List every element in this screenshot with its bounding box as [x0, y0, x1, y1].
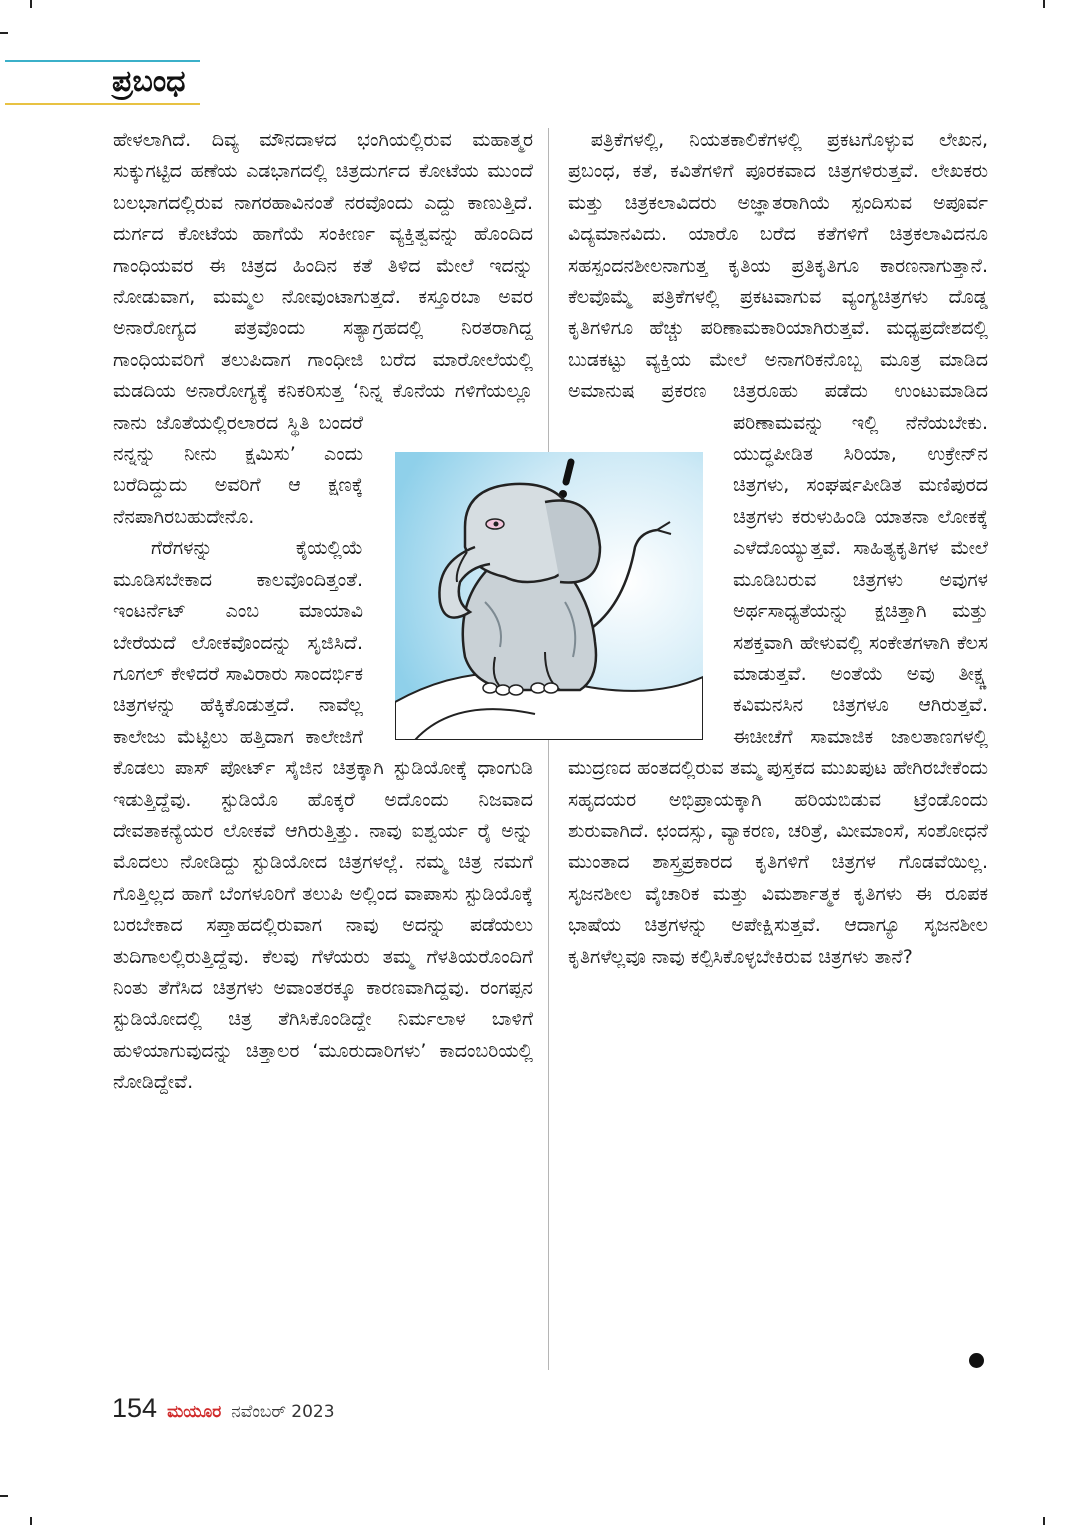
crop-mark-left-top: [0, 32, 8, 34]
left-paragraph-1: ಹೇಳಲಾಗಿದೆ. ದಿವ್ಯ ಮೌನದಾಳದ ಭಂಗಿಯಲ್ಲಿರುವ ಮಹಾತ್ಮರ ಸುಕ್ಕುಗಟ್ಟಿದ ಹಣೆಯ ಎಡಭಾಗದಲ್ಲಿ ಚಿತ್ರದುರ್ಗದ ಕೋಟೆಯ ಮುಂದೆ ಬಲಭಾಗದಲ್ಲಿರುವ ನಾಗರಹಾವಿನಂತೆ ನರವೊಂದು ಎದ್ದು ಕಾಣುತ್ತಿದೆ. ದುರ್ಗದ ಕೋಟೆಯ ಹಾಗೆಯೆ ಸಂಕೀರ್ಣ ವ್ಯಕ್ತಿತ್ವವನ್ನು ಹೊಂದಿದ ಗಾಂಧಿಯವರ ಈ ಚಿತ್ರದ ಹಿಂದಿನ ಕತೆ ತಿಳಿದ ಮೇಲೆ ಇದನ್ನು ನೋಡುವಾಗ, ಮಮ್ಮಲ ನೋವುಂಟಾಗುತ್ತದೆ. ಕಸ್ತೂರಬಾ ಅವರ ಅನಾರೋಗ್ಯದ ಪತ್ರವೊಂದು ಸತ್ಯಾಗ್ರಹದಲ್ಲಿ ನಿರತರಾಗಿದ್ದ ಗಾಂಧಿಯವರಿಗೆ ತಲುಪಿದಾಗ ಗಾಂಧೀಜಿ ಬರೆದ ಮಾರೋಲೆಯಲ್ಲಿ ಮಡದಿಯ ಅನಾರೋಗ್ಯಕ್ಕೆ ಕನಿಕರಿಸುತ್ತ ‘ನಿನ್ನ ಕೊನೆಯ ಗಳಿಗೆಯಲ್ಲೂ ನಾನು ಜೊತೆಯಲ್ಲಿರಲಾರದ ಸ್ಥಿತಿ ಬಂದರೆ ನನ್ನನ್ನು ನೀನು ಕ್ಷಮಿಸು’ ಎಂದು ಬರೆದಿದ್ದುದು ಅವರಿಗೆ ಆ ಕ್ಷಣಕ್ಕೆ ನೆನಪಾಗಿರಬಹುದೇನೊ.: [113, 129, 533, 528]
crop-mark-top-left: [30, 0, 32, 8]
elephant-illustration-svg: [395, 452, 703, 740]
page-number: 154: [112, 1393, 158, 1423]
crop-mark-bottom-right: [1043, 1517, 1045, 1525]
section-rule-bottom: [5, 103, 200, 105]
bullet-end-icon: [969, 1353, 984, 1368]
crop-mark-left-bottom: [0, 1495, 8, 1497]
section-rule-top: [5, 60, 200, 62]
page-footer: [112, 1393, 335, 1427]
crop-mark-bottom-left: [30, 1517, 32, 1525]
right-paragraph-1: ಪತ್ರಿಕೆಗಳಲ್ಲಿ, ನಿಯತಕಾಲಿಕೆಗಳಲ್ಲಿ ಪ್ರಕಟಗೊಳ್ಳುವ ಲೇಖನ, ಪ್ರಬಂಧ, ಕತೆ, ಕವಿತೆಗಳಿಗೆ ಪೂರಕವಾದ ಚಿತ್ರಗಳಿರುತ್ತವೆ. ಲೇಖಕರು ಮತ್ತು ಚಿತ್ರಕಲಾವಿದರು ಅಜ್ಞಾತರಾಗಿಯೆ ಸ್ಪಂದಿಸುವ ಅಪೂರ್ವ ವಿದ್ಯಮಾನವಿದು. ಯಾರೊ ಬರೆದ ಕತೆಗಳಿಗೆ ಚಿತ್ರಕಲಾವಿದನೂ ಸಹಸ್ಪಂದನಶೀಲನಾಗುತ್ತ ಕೃತಿಯ ಪ್ರತಿಕೃತಿಗೂ ಕಾರಣನಾಗುತ್ತಾನೆ. ಕೆಲವೊಮ್ಮೆ ಪತ್ರಿಕೆಗಳಲ್ಲಿ ಪ್ರಕಟವಾಗುವ ವ್ಯಂಗ್ಯಚಿತ್ರಗಳು ದೊಡ್ಡ ಕೃತಿಗಳಿಗೂ ಹೆಚ್ಚು ಪರಿಣಾಮಕಾರಿಯಾಗಿರುತ್ತವೆ. ಮಧ್ಯಪ್ರದೇಶದಲ್ಲಿ ಬುಡಕಟ್ಟು ವ್ಯಕ್ತಿಯ ಮೇಲೆ ಅನಾಗರಿಕನೊಬ್ಬ ಮೂತ್ರ ಮಾಡಿದ ಅಮಾನುಷ ಪ್ರಕರಣ ಚಿತ್ರರೂಹು ಪಡೆದು ಉಂಟುಮಾಡಿದ ಪರಿಣಾಮವನ್ನು ಇಲ್ಲಿ ನೆನೆಯಬೇಕು. ಯುದ್ಧಪೀಡಿತ ಸಿರಿಯಾ, ಉಕ್ರೇನ್‌ನ ಚಿತ್ರಗಳು, ಸಂಘರ್ಷಪೀಡಿತ ಮಣಿಪುರದ ಚಿತ್ರಗಳು ಕರುಳುಹಿಂಡಿ ಯಾತನಾ ಲೋಕಕ್ಕೆ ಎಳೆದೊಯ್ಯುತ್ತವೆ. ಸಾಹಿತ್ಯಕೃತಿಗಳ ಮೇಲೆ ಮೂಡಿಬರುವ ಚಿತ್ರಗಳು ಅವುಗಳ ಅರ್ಥಸಾಧ್ಯತೆಯನ್ನು ಕ್ಷಚಿತ್ತಾಗಿ ಮತ್ತು ಸಶಕ್ತವಾಗಿ ಹೇಳುವಲ್ಲಿ ಸಂಕೇತಗಳಾಗಿ ಕೆಲಸ ಮಾಡುತ್ತವೆ. ಅಂತೆಯೆ ಅವು ತೀಕ್ಷ್ಣ ಕವಿಮನಸಿನ ಚಿತ್ರಗಳೂ ಆಗಿರುತ್ತವೆ. ಈಚೀಚೆಗೆ ಸಾಮಾಜಿಕ ಜಾಲತಾಣಗಳಲ್ಲಿ ಮುದ್ರಣದ ಹಂತದಲ್ಲಿರುವ ತಮ್ಮ ಪುಸ್ತಕದ ಮುಖಪುಟ ಹೇಗಿರಬೇಕೆಂದು ಸಹೃದಯರ ಅಭಿಪ್ರಾಯಕ್ಕಾಗಿ ಹರಿಯಬಿಡುವ ಟ್ರೆಂಡೊಂದು ಶುರುವಾಗಿದೆ. ಛಂದಸ್ಸು, ವ್ಯಾಕರಣ, ಚರಿತ್ರೆ, ಮೀಮಾಂಸೆ, ಸಂಶೋಧನೆ ಮುಂತಾದ ಶಾಸ್ತ್ರಪ್ರಕಾರದ ಕೃತಿಗಳಿಗೆ ಚಿತ್ರಗಳ ಗೊಡವೆಯಿಲ್ಲ. ಸೃಜನಶೀಲ ವೈಚಾರಿಕ ಮತ್ತು ವಿಮರ್ಶಾತ್ಮಕ ಕೃತಿಗಳು ಈ ರೂಪಕ ಭಾಷೆಯ ಚಿತ್ರಗಳನ್ನು ಅಪೇಕ್ಷಿಸುತ್ತವೆ. ಆದಾಗ್ಯೂ ಸೃಜನಶೀಲ ಕೃತಿಗಳೆಲ್ಲವೂ ನಾವು ಕಲ್ಪಿಸಿಕೊಳ್ಳಬೇಕಿರುವ ಚಿತ್ರಗಳು ತಾನೆ?: [568, 129, 988, 968]
issue-date: ನವೆಂಬರ್ 2023: [231, 1402, 335, 1422]
crop-mark-top-right: [1043, 0, 1045, 8]
column-divider: [548, 128, 549, 1370]
elephant-illustration-icon: [395, 452, 703, 740]
left-paragraph-2: ಗೆರೆಗಳನ್ನು ಕೈಯಲ್ಲಿಯೆ ಮೂಡಿಸಬೇಕಾದ ಕಾಲವೊಂದಿತ್ತಂತೆ. ಇಂಟರ್ನೆಟ್ ಎಂಬ ಮಾಯಾವಿ ಬೇರೆಯದೆ ಲೋಕವೊಂದನ್ನು ಸೃಜಿಸಿದೆ. ಗೂಗಲ್ ಕೇಳಿದರೆ ಸಾವಿರಾರು ಸಾಂದರ್ಭಿಕ ಚಿತ್ರಗಳನ್ನು ಹೆಕ್ಕಿಕೊಡುತ್ತದೆ. ನಾವೆಲ್ಲ ಕಾಲೇಜು ಮೆಟ್ಟಿಲು ಹತ್ತಿದಾಗ ಕಾಲೇಜಿಗೆ ಕೊಡಲು ಪಾಸ್ ಪೋರ್ಟ್ ಸೈಜಿನ ಚಿತ್ರಕ್ಕಾಗಿ ಸ್ಟುಡಿಯೋಕ್ಕೆ ಧಾಂಗುಡಿ ಇಡುತ್ತಿದ್ದೆವು. ಸ್ಟುಡಿಯೊ ಹೊಕ್ಕರೆ ಅದೊಂದು ನಿಜವಾದ ದೇವತಾಕನ್ಯೆಯರ ಲೋಕವೆ ಆಗಿರುತ್ತಿತ್ತು. ನಾವು ಐಶ್ವರ್ಯ ರೈ ಅನ್ನು ಮೊದಲು ನೋಡಿದ್ದು ಸ್ಟುಡಿಯೋದ ಚಿತ್ರಗಳಲ್ಲೆ. ನಮ್ಮ ಚಿತ್ರ ನಮಗೆ ಗೊತ್ತಿಲ್ಲದ ಹಾಗೆ ಬೆಂಗಳೂರಿಗೆ ತಲುಪಿ ಅಲ್ಲಿಂದ ವಾಪಾಸು ಸ್ಟುಡಿಯೊಕ್ಕೆ ಬರಬೇಕಾದ ಸಪ್ತಾಹದಲ್ಲಿರುವಾಗ ನಾವು ಅದನ್ನು ಪಡೆಯಲು ತುದಿಗಾಲಲ್ಲಿರುತ್ತಿದ್ದೆವು. ಕೆಲವು ಗೆಳೆಯರು ತಮ್ಮ ಗೆಳತಿಯರೊಂದಿಗೆ ನಿಂತು ತೆಗೆಸಿದ ಚಿತ್ರಗಳು ಅವಾಂತರಕ್ಕೂ ಕಾರಣವಾಗಿದ್ದವು. ರಂಗಪ್ಪನ ಸ್ಟುಡಿಯೋದಲ್ಲಿ ಚಿತ್ರ ತೆಗಿಸಿಕೊಂಡಿದ್ದೇ ನಿರ್ಮಲಾಳ ಬಾಳಿಗೆ ಹುಳಿಯಾಗುವುದನ್ನು ಚಿತ್ತಾಲರ ‘ಮೂರುದಾರಿಗಳು’ ಕಾದಂಬರಿಯಲ್ಲಿ ನೋಡಿದ್ದೇವೆ.: [113, 537, 533, 1094]
section-title: ಪ್ರಬಂಧ: [112, 64, 186, 99]
magazine-logo: ಮಯೂರ: [167, 1402, 222, 1422]
